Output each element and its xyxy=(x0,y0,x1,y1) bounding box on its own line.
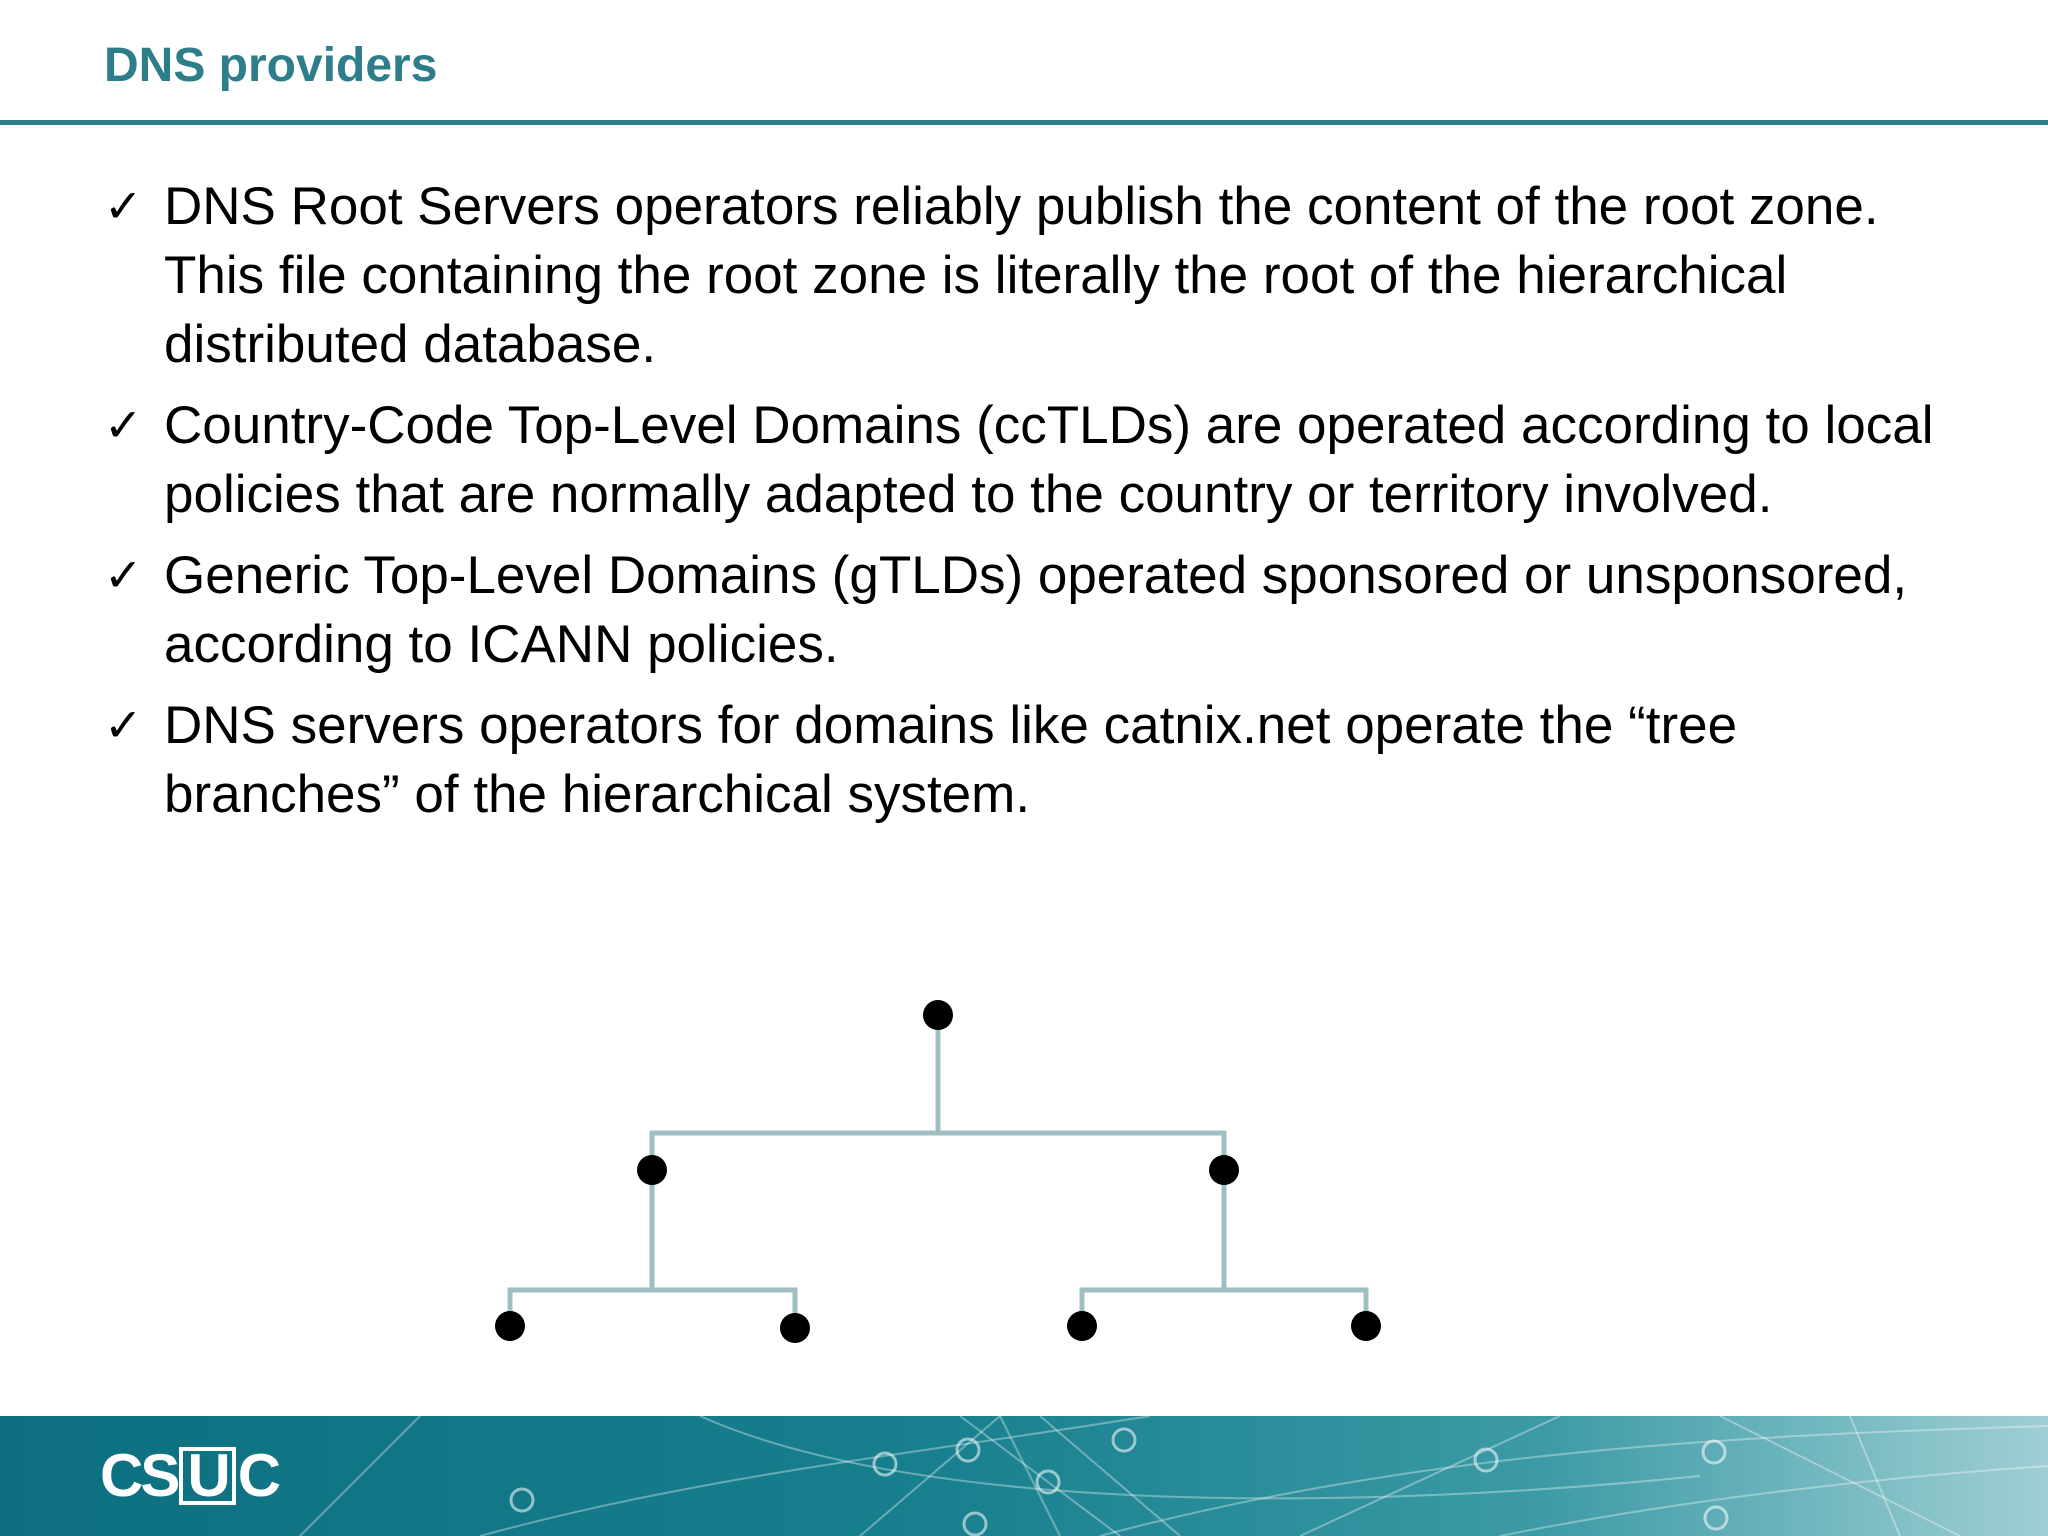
check-icon: ✓ xyxy=(104,180,143,232)
bullet-item-cctlds xyxy=(104,391,1964,529)
logo-text: U xyxy=(179,1447,235,1505)
tree-node-leaf xyxy=(1351,1311,1381,1341)
hierarchy-tree-diagram xyxy=(460,980,1420,1360)
logo-text: CS xyxy=(100,1442,178,1509)
tree-edge xyxy=(1082,1290,1366,1325)
tree-node-level1-right xyxy=(1209,1155,1239,1185)
tree-node-level1-left xyxy=(637,1155,667,1185)
slide-title: DNS providers xyxy=(104,39,438,92)
bullet-text: Country-Code Top-Level Domains (ccTLDs) are operated according to local policies that are normally adapted to the country or territory involved. xyxy=(164,396,1934,524)
check-icon: ✓ xyxy=(104,549,143,601)
tree-node-leaf xyxy=(495,1311,525,1341)
check-icon: ✓ xyxy=(104,699,143,751)
bullet-item-gtlds xyxy=(104,541,1964,679)
logo-text: C xyxy=(237,1442,279,1509)
header-divider xyxy=(0,120,2048,125)
csuc-logo xyxy=(100,1442,279,1509)
bullet-text: Generic Top-Level Domains (gTLDs) operated sponsored or unsponsored, according to ICANN policies. xyxy=(164,546,1908,674)
bullet-list xyxy=(104,172,1964,841)
slide-header xyxy=(0,0,2048,126)
network-pattern-decoration xyxy=(0,1416,2048,1536)
footer-banner xyxy=(0,1416,2048,1536)
check-icon: ✓ xyxy=(104,399,143,451)
bullet-item-root-servers xyxy=(104,172,1964,379)
bullet-item-dns-servers xyxy=(104,691,1964,829)
tree-node-leaf xyxy=(1067,1311,1097,1341)
tree-node-root xyxy=(923,1000,953,1030)
tree-node-leaf xyxy=(780,1313,810,1343)
tree-edge xyxy=(652,1133,1224,1170)
bullet-text: DNS servers operators for domains like catnix.net operate the “tree branches” of the hierarchical system. xyxy=(164,696,1738,824)
bullet-text: DNS Root Servers operators reliably publish the content of the root zone. This file containing the root zone is literally the root of the hierarchical distributed database. xyxy=(164,177,1879,374)
tree-edge xyxy=(510,1290,795,1325)
